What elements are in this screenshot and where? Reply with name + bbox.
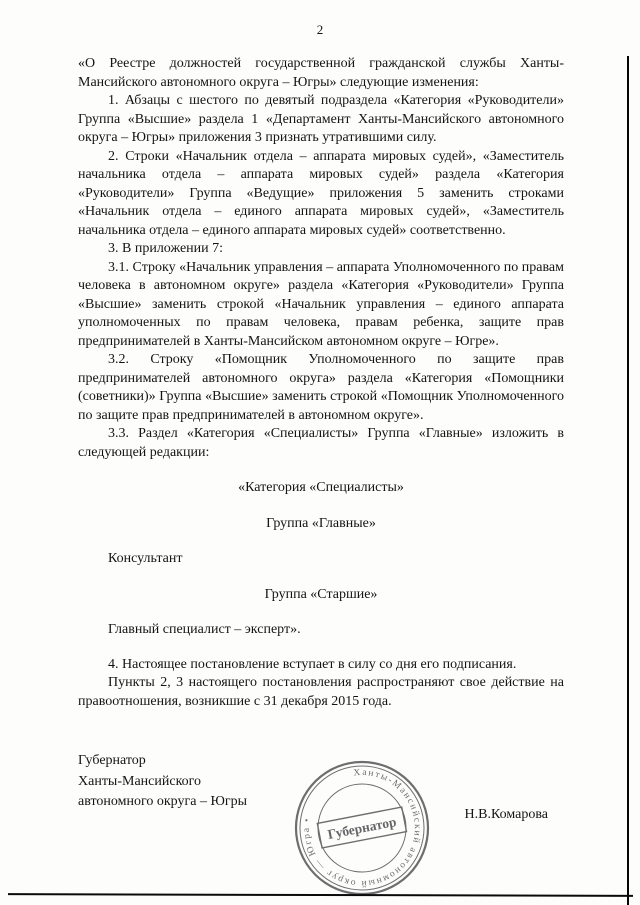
paragraph: 3.3. Раздел «Категория «Специалисты» Группа «Главные» изложить в следующей редакции:	[78, 426, 564, 460]
paragraph: 3.1. Строку «Начальник управления – аппарата Уполномоченного по правам человека в автономном округе» раздела «Категория «Руководители» Группа «Высшие» заменить строкой «Начальник управления – единого аппарата уполномоченных по правам человека, правам ребенка, защите прав предпринимателей в Ханты-Мансийском автономном округе – Югре».	[78, 259, 564, 349]
signatory-name: Н.В.Комарова	[464, 807, 548, 822]
section-heading: Группа «Старшие»	[264, 586, 378, 602]
paragraph: Пункты 2, 3 настоящего постановления распространяют свое действие на правоотношения, возникшие с 31 декабря 2015 года.	[78, 675, 564, 709]
paragraph: 3.2. Строку «Помощник Уполномоченного по защите прав предпринимателей автономного округа» раздела «Категория «Помощники (советники)» Группа «Высшие» заменить строкой «Помощник Уполномоченного по защите прав предпринимателей в автономном округе».	[78, 352, 564, 423]
paragraph: «О Реестре должностей государственной гражданской службы Ханты-Мансийского автономного округа – Югры» следующие изменения:	[78, 56, 564, 90]
signatory-title-line: Губернатор	[78, 753, 146, 768]
list-item: Главный специалист – эксперт».	[108, 622, 301, 637]
signature-block	[78, 751, 564, 876]
stamp-ring-text: Ханты-Мансийский автономный округ — Югра •	[301, 767, 422, 889]
list-item: Консультант	[108, 551, 183, 566]
signatory-title	[78, 751, 564, 813]
paragraph: 2. Строки «Начальник отдела – аппарата мировых судей», «Заместитель начальника отдела – аппарата мировых судей» раздела «Категория «Руководители» Группа «Ведущие» приложения 5 заменить строками «Начальник отдела – единого аппарата мировых судей», «Заместитель начальника отдела – единого аппарата мировых судей» соответственно.	[78, 148, 564, 238]
signatory-title-line: Ханты-Мансийского	[78, 773, 202, 789]
section-heading: Группа «Главные»	[266, 515, 376, 531]
scan-bottom-line	[8, 893, 633, 897]
paragraph: 4. Настоящее постановление вступает в силу со дня его подписания.	[108, 656, 517, 672]
scan-edge-line	[627, 56, 629, 905]
document-body	[0, 38, 640, 876]
section-heading: «Категория «Специалисты»	[238, 480, 404, 495]
paragraph: 3. В приложении 7:	[108, 241, 224, 256]
stamp-center-text: Губернатор	[326, 813, 398, 843]
paragraph: 1. Абзацы с шестого по девятый подраздела «Категория «Руководители» Группа «Высшие» раздела 1 «Департамент Ханты-Мансийского автономного округа – Югры» приложения 3 признать утратившими силу.	[78, 93, 564, 145]
signatory-title-line: автономного округа – Югры	[78, 794, 247, 809]
page-number: 2	[316, 22, 324, 37]
